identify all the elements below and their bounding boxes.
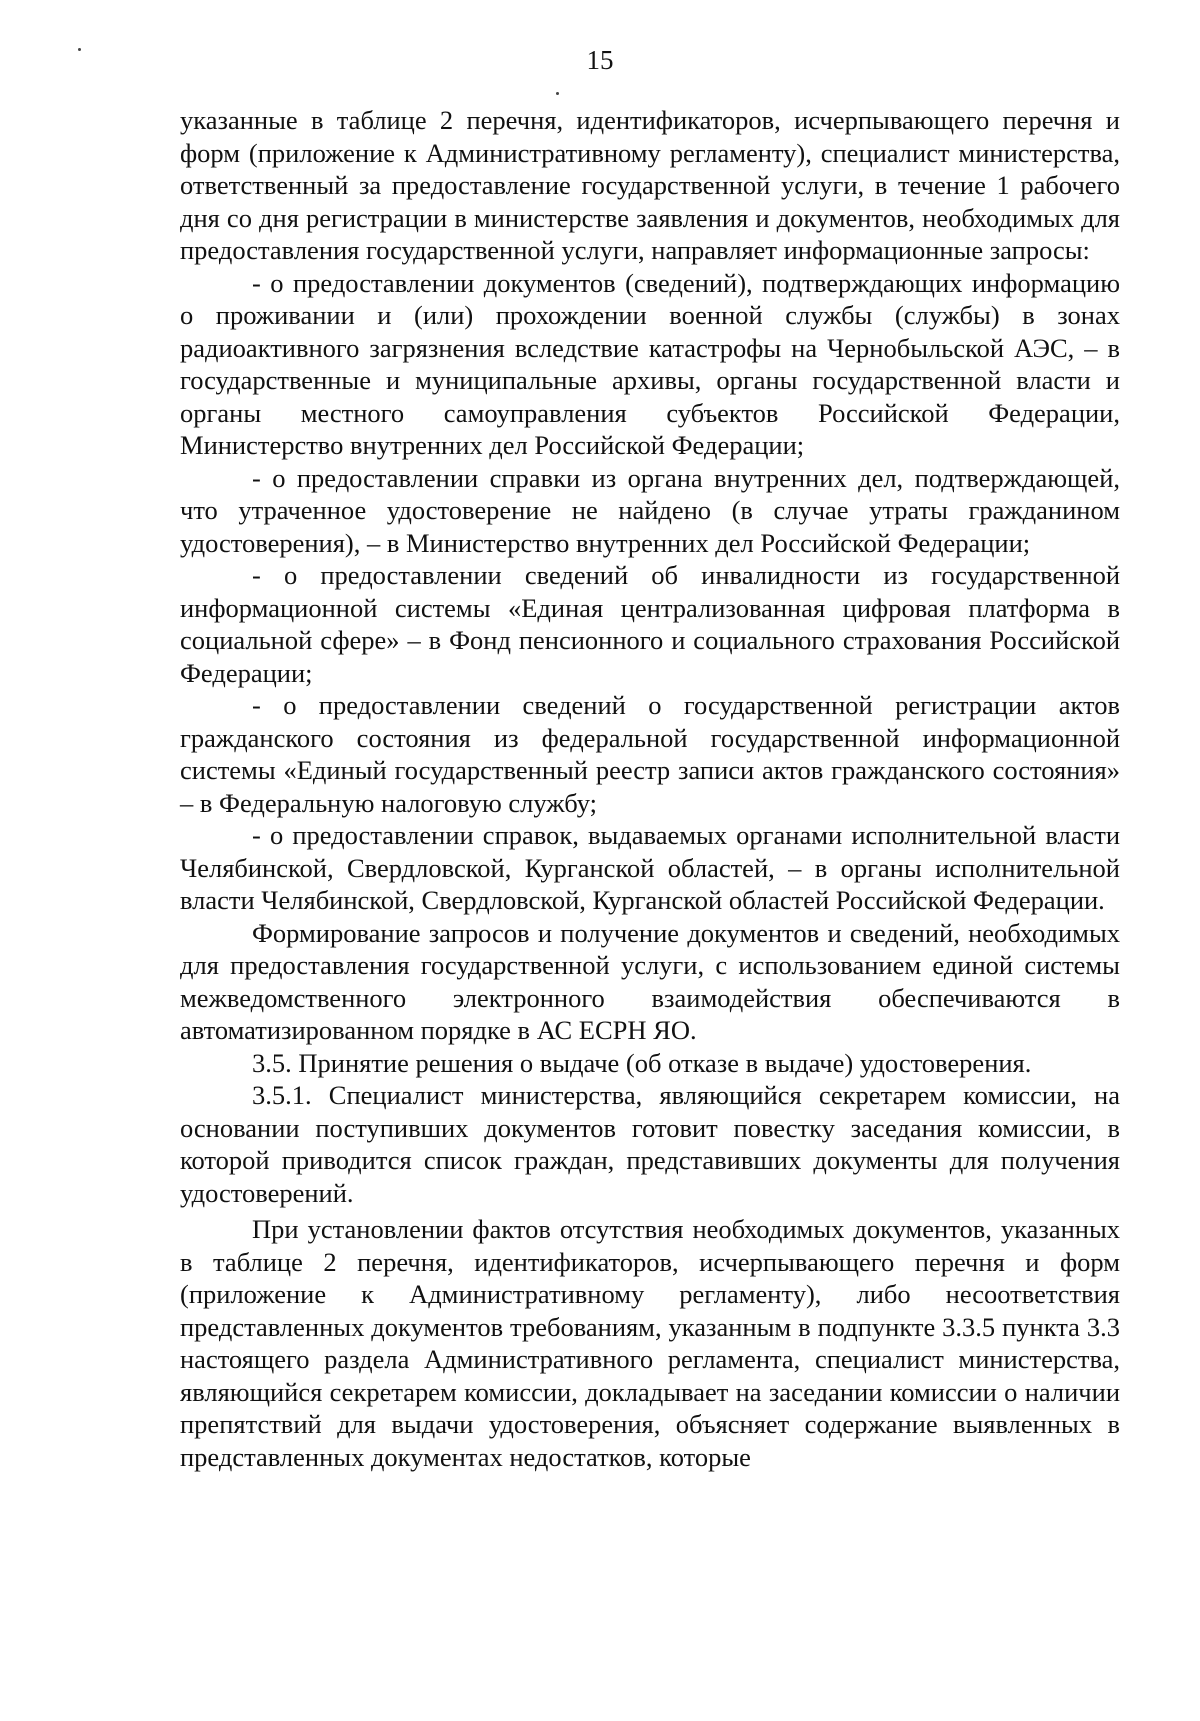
document-body: [180, 104, 1120, 1473]
request-item-chernobyl-documents: - о предоставлении документов (сведений), подтверждающих информацию о проживании и (или) прохождении военной службы (службы) в зонах радиоактивного загрязнения вследствие катастрофы на Чернобыльской АЭС, – в государственные и муниципальные архивы, органы государственной власти и органы местного самоуправления субъектов Российской Федерации, Министерство внутренних дел Российской Федерации;: [180, 267, 1120, 460]
paragraph-interagency-requests: Формирование запросов и получение документов и сведений, необходимых для предоставления государственной услуги, с использованием единой системы межведомственного электронного взаимодействия обеспечиваются в автоматизированном порядке в АС ЕСРН ЯО.: [180, 917, 1120, 1045]
request-item-lost-certificate: - о предоставлении справки из органа внутренних дел, подтверждающей, что утраченное удостоверение не найдено (в случае утраты гражданином удостоверения), – в Министерство внутренних дел Российской Федерации;: [180, 462, 1120, 558]
scan-speck: [556, 92, 559, 95]
page-number: 15: [586, 45, 614, 75]
paragraph-missing-documents: При установлении фактов отсутствия необходимых документов, указанных в таблице 2 перечня, идентификаторов, исчерпывающего перечня и форм (приложение к Административному регламенту), либо несоответствия представленных документов требованиям, указанным в подпункте 3.3.5 пункта 3.3 настоящего раздела Административного регламента, специалист министерства, являющийся секретарем комиссии, докладывает на заседании комиссии о наличии препятствий для выдачи удостоверения, объясняет содержание выявленных в представленных документах недостатков, которые: [180, 1214, 1120, 1472]
paragraph-continuation: указанные в таблице 2 перечня, идентификаторов, исчерпывающего перечня и форм (приложение к Административному регламенту), специалист министерства, ответственный за предоставление государственной услуги, в течение 1 рабочего дня со дня регистрации в министерстве заявления и документов, необходимых для предоставления государственной услуги, направляет информационные запросы:: [180, 105, 1120, 265]
request-item-civil-registry: - о предоставлении сведений о государственной регистрации актов гражданского состояния из федеральной государственной информационной системы «Единый государственный реестр записи актов гражданского состояния» – в Федеральную налоговую службу;: [180, 690, 1120, 818]
request-item-regional-certificates: - о предоставлении справок, выдаваемых органами исполнительной власти Челябинской, Свердловской, Курганской областей, – в органы исполнительной власти Челябинской, Свердловской, Курганской областей Российской Федерации.: [180, 820, 1120, 915]
request-item-disability-info: - о предоставлении сведений об инвалидности из государственной информационной системы «Единая централизованная цифровая платформа в социальной сфере» – в Фонд пенсионного и социального страхования Российской Федерации;: [180, 560, 1120, 688]
paragraph-3-5-1: 3.5.1. Специалист министерства, являющийся секретарем комиссии, на основании поступивших документов готовит повестку заседания комиссии, в которой приводится список граждан, представивших документы для получения удостоверений.: [180, 1080, 1120, 1208]
scan-speck: [78, 48, 81, 51]
section-heading-3-5: 3.5. Принятие решения о выдаче (об отказе в выдаче) удостоверения.: [252, 1047, 1032, 1078]
